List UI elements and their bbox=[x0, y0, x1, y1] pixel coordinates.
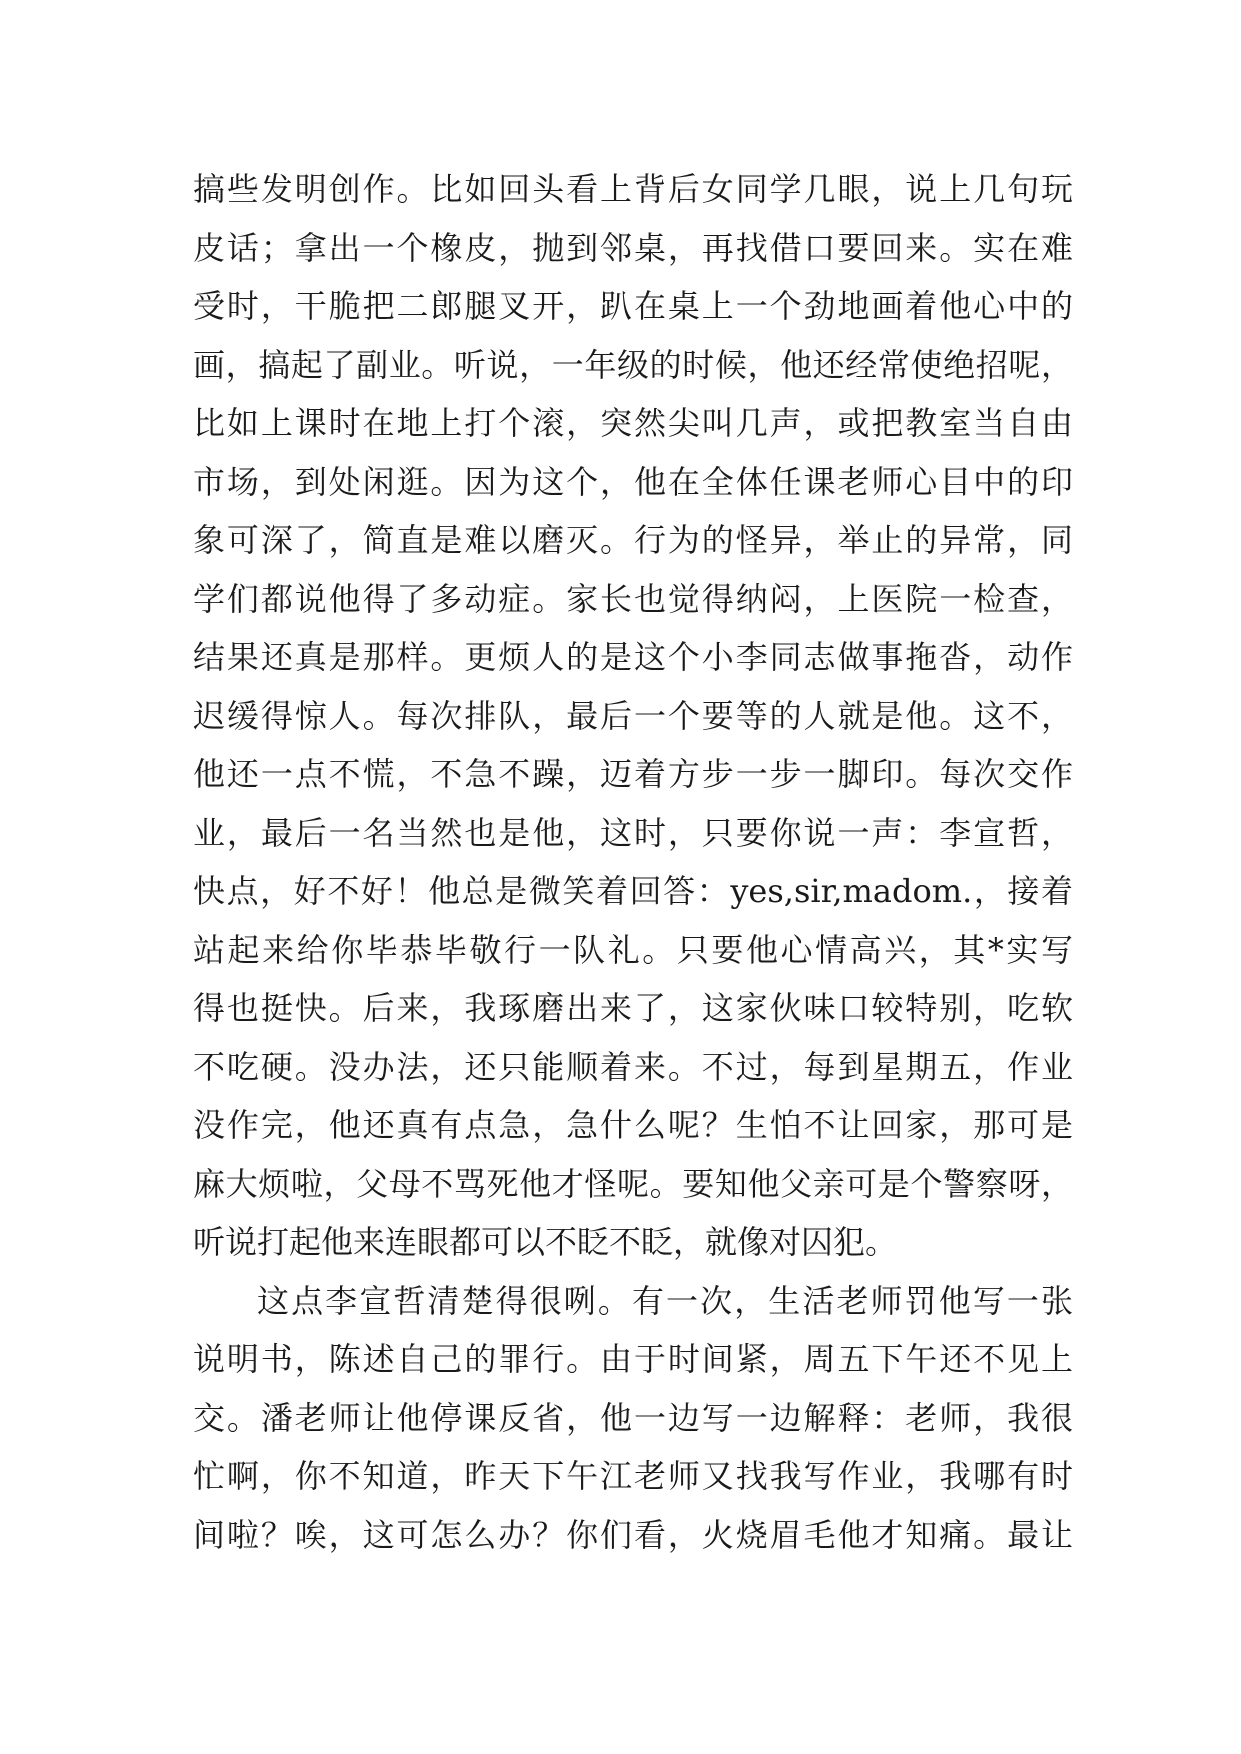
body-text bbox=[193, 160, 1073, 1564]
text-line: 听说打起他来连眼都可以不眨不眨，就像对囚犯。 bbox=[193, 1223, 898, 1261]
text-line: 搞些发明创作。比如回头看上背后女同学几眼，说上几句玩 bbox=[193, 170, 1073, 208]
text-line: 间啦？唉，这可怎么办？你们看，火烧眉毛他才知痛。最让 bbox=[193, 1515, 1073, 1554]
text-line: 他还一点不慌，不急不躁，迈着方步一步一脚印。每次交作 bbox=[193, 755, 1073, 793]
text-line: 画，搞起了副业。听说，一年级的时候，他还经常使绝招呢， bbox=[193, 345, 1073, 384]
text-line: 说明书，陈述自己的罪行。由于时间紧，周五下午还不见上 bbox=[193, 1340, 1073, 1378]
paragraph-1 bbox=[193, 160, 1073, 1272]
text-line: 比如上课时在地上打个滚，突然尖叫几声，或把教室当自由 bbox=[193, 404, 1073, 442]
text-line: 没作完，他还真有点急，急什么呢？生怕不让回家，那可是 bbox=[193, 1106, 1073, 1144]
text-line: 受时，干脆把二郎腿叉开，趴在桌上一个劲地画着他心中的 bbox=[193, 287, 1073, 325]
text-line: 不吃硬。没办法，还只能顺着来。不过，每到星期五，作业 bbox=[193, 1047, 1073, 1086]
text-line: 迟缓得惊人。每次排队，最后一个要等的人就是他。这不， bbox=[193, 696, 1073, 735]
text-line: 交。潘老师让他停课反省，他一边写一边解释：老师，我很 bbox=[193, 1398, 1073, 1437]
text-line: 市场，到处闲逛。因为这个，他在全体任课老师心目中的印 bbox=[193, 462, 1073, 501]
text-line: 结果还真是那样。更烦人的是这个小李同志做事拖沓，动作 bbox=[193, 638, 1073, 676]
text-line: 象可深了，简直是难以磨灭。行为的怪异，举止的异常，同 bbox=[193, 521, 1073, 559]
text-line: 这点李宣哲清楚得很咧。有一次，生活老师罚他写一张 bbox=[257, 1281, 1073, 1320]
paragraph-2 bbox=[193, 1272, 1073, 1565]
text-line: 快点，好不好！他总是微笑着回答：yes,sir,madom.，接着 bbox=[193, 872, 1073, 910]
text-line: 麻大烦啦，父母不骂死他才怪呢。要知他父亲可是个警察呀， bbox=[193, 1164, 1073, 1203]
text-line: 皮话；拿出一个橡皮，抛到邻桌，再找借口要回来。实在难 bbox=[193, 228, 1073, 267]
text-line: 忙啊，你不知道，昨天下午江老师又找我写作业，我哪有时 bbox=[193, 1457, 1073, 1495]
text-line: 学们都说他得了多动症。家长也觉得纳闷，上医院一检查， bbox=[193, 579, 1073, 618]
text-line: 得也挺快。后来，我琢磨出来了，这家伙味口较特别，吃软 bbox=[193, 989, 1073, 1027]
text-line: 业，最后一名当然也是他，这时，只要你说一声：李宣哲， bbox=[193, 813, 1073, 852]
text-line: 站起来给你毕恭毕敬行一队礼。只要他心情高兴，其*实写 bbox=[193, 930, 1073, 969]
